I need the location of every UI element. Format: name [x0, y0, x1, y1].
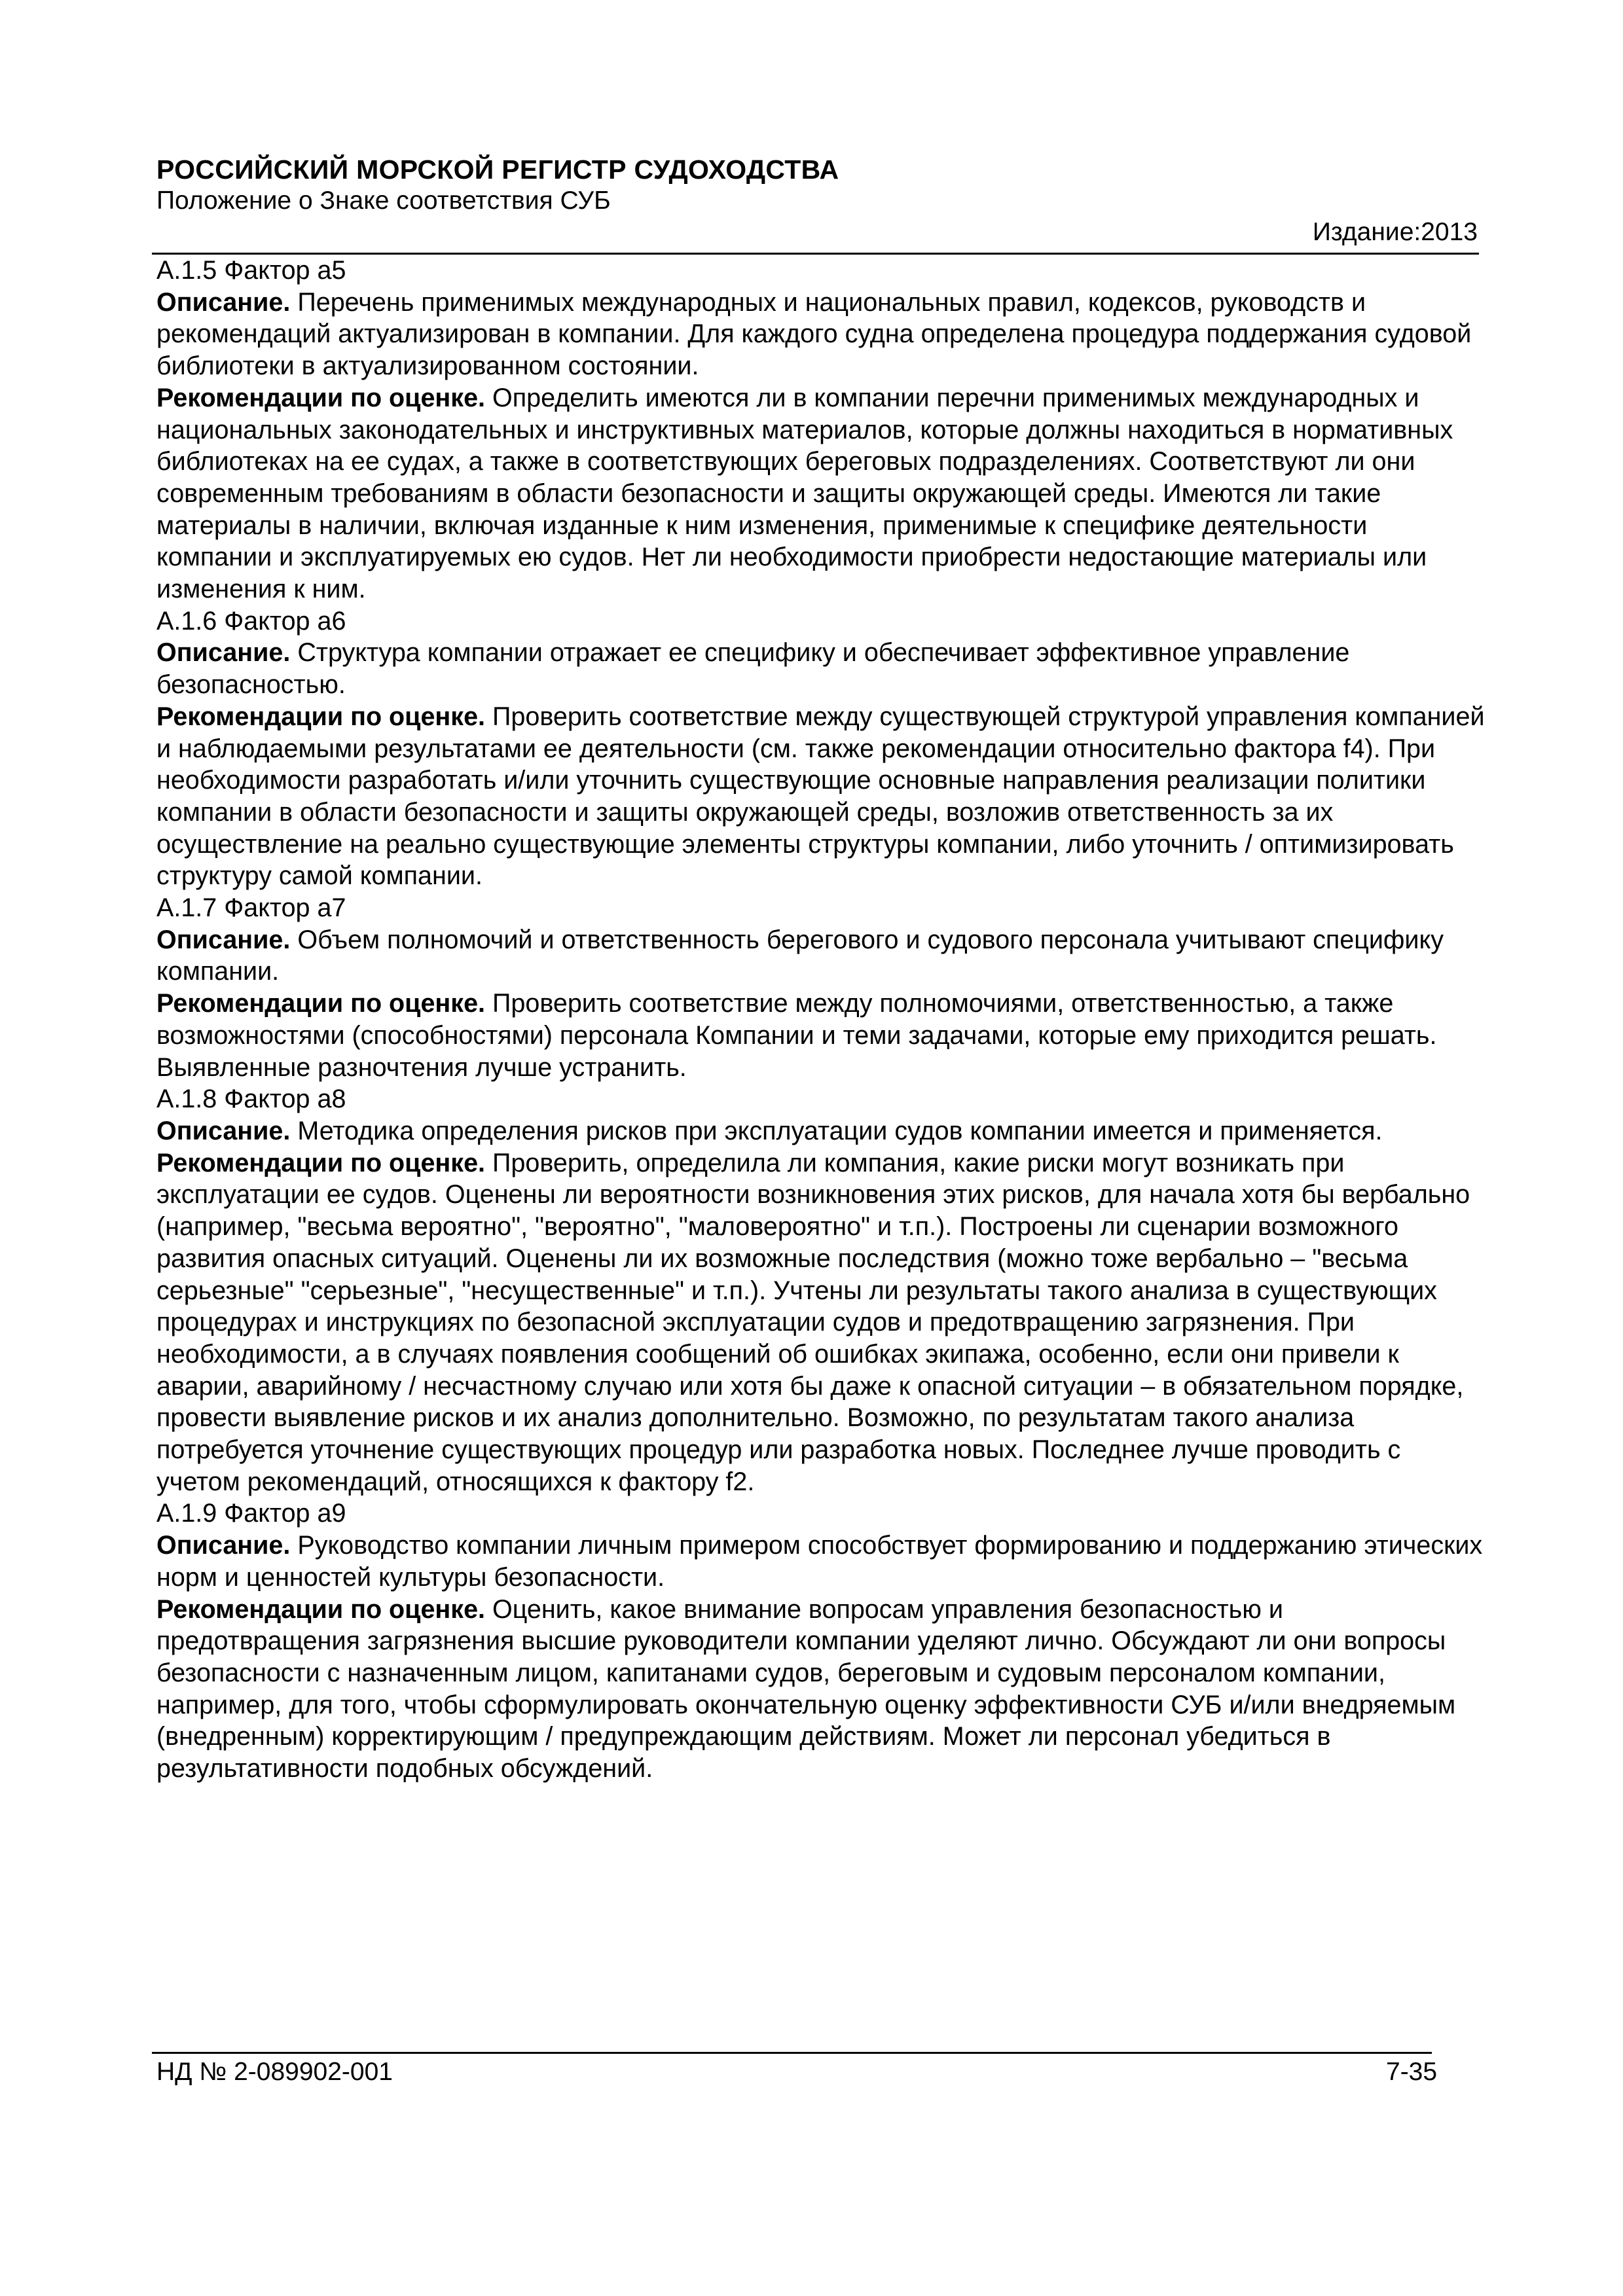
description-label: Описание. [156, 925, 291, 954]
description-label: Описание. [156, 638, 291, 668]
recommendation-label: Рекомендации по оценке. [156, 383, 486, 412]
section-description [156, 637, 1489, 700]
organization-title: РОССИЙСКИЙ МОРСКОЙ РЕГИСТР СУДОХОДСТВА [156, 154, 839, 185]
section-description [156, 1530, 1489, 1593]
description-text: Руководство компании личным примером способствует формированию и поддержанию этических норм и ценностей культуры безопасности. [156, 1531, 1483, 1592]
recommendation-text: Определить имеются ли в компании перечни применимых международных и национальных законодательных и инструктивных материалов, которые должны находиться в нормативных библиотеках на ее судах, а также в соответствующих береговых подразделениях. Соответствуют ли они современным требованиям в области безопасности и защиты окружающей среды. Имеются ли такие материалы в наличии, включая изданные к ним изменения, применимые к специфике деятельности компании и эксплуатируемых ею судов. Нет ли необходимости приобрести недостающие материалы или изменения к ним. [156, 383, 1453, 604]
description-text: Методика определения рисков при эксплуатации судов компании имеется и применяется. [297, 1116, 1383, 1145]
description-label: Описание. [156, 1531, 291, 1560]
recommendation-text: Проверить соответствие между существующей структурой управления компанией и наблюдаемыми результатами ее деятельности (см. также рекомендации относительно фактора f4). При необходимости разработать и/или уточнить существующие основные направления реализации политики компании в области безопасности и защиты окружающей среды, возложив ответственность за их осуществление на реально существующие элементы структуры компании, либо уточнить / оптимизировать структуру самой компании. [156, 702, 1485, 891]
description-text: Объем полномочий и ответственность берегового и судового персонала учитывают специфику компании. [156, 925, 1444, 986]
page-number: 7-35 [1386, 2058, 1438, 2086]
section-recommendation [156, 1147, 1489, 1498]
section-recommendation [156, 988, 1489, 1083]
recommendation-text: Оценить, какое внимание вопросам управления безопасностью и предотвращения загрязнения высшие руководители компании уделяют лично. Обсуждают ли они вопросы безопасности с назначенным лицом, капитанами судов, береговым и судовым персоналом компании, например, для того, чтобы сформулировать окончательную оценку эффективности СУБ и/или внедряемым (внедренным) корректирующим / предупреждающим действиям. Может ли персонал убедиться в результативности подобных обсуждений. [156, 1594, 1456, 1784]
section-recommendation [156, 382, 1489, 605]
recommendation-label: Рекомендации по оценке. [156, 989, 486, 1018]
recommendation-text: Проверить соответствие между полномочиями, ответственностью, а также возможностями (способностями) персонала Компании и теми задачами, которые ему приходится решать. Выявленные разночтения лучше устранить. [156, 989, 1437, 1082]
description-text: Структура компании отражает ее специфику и обеспечивает эффективное управление безопасностью. [156, 638, 1350, 700]
description-text: Перечень применимых международных и национальных правил, кодексов, руководств и рекомендаций актуализирован в компании. Для каждого судна определена процедура поддержания судовой библиотеки в актуализированном состоянии. [156, 287, 1472, 381]
section-description [156, 1115, 1489, 1147]
section-description [156, 924, 1489, 988]
section-recommendation [156, 701, 1489, 892]
recommendation-label: Рекомендации по оценке. [156, 1594, 486, 1624]
recommendation-text: Проверить, определила ли компания, какие риски могут возникать при эксплуатации ее судов. Оценены ли вероятности возникновения этих рисков, для начала хотя бы вербально (например, "весьма вероятно", "вероятно", "маловероятно" и т.п.). Построены ли сценарии возможного развития опасных ситуаций. Оценены ли их возможные последствия (можно тоже вербально – "весьма серьезные" "серьезные", "несущественные" и т.п.). Учтены ли результаты такого анализа в существующих процедурах и инструкциях по безопасной эксплуатации судов и предотвращению загрязнения. При необходимости, а в случаях появления сообщений об ошибках экипажа, особенно, если они привели к аварии, аварийному / несчастному случаю или хотя бы даже к опасной ситуации – в обязательном порядке, провести выявление рисков и их анализ дополнительно. Возможно, по результатам такого анализа потребуется уточнение существующих процедур или разработка новых. Последнее лучше проводить с учетом рекомендаций, относящихся к фактору f2. [156, 1148, 1470, 1496]
description-label: Описание. [156, 1116, 291, 1145]
document-subtitle: Положение о Знаке соответствия СУБ [156, 187, 611, 215]
recommendation-label: Рекомендации по оценке. [156, 1148, 486, 1177]
section-recommendation [156, 1594, 1489, 1785]
recommendation-label: Рекомендации по оценке. [156, 702, 486, 731]
section-title: А.1.6 Фактор а6 [156, 606, 346, 636]
edition-label: Издание:2013 [1312, 218, 1478, 246]
document-body [156, 255, 1489, 1785]
section-title: А.1.7 Фактор а7 [156, 893, 346, 923]
section-title: А.1.9 Фактор а9 [156, 1499, 346, 1528]
document-number: НД № 2-089902-001 [156, 2058, 393, 2086]
section-title: А.1.5 Фактор а5 [156, 256, 346, 285]
section-description [156, 287, 1489, 382]
footer-rule [152, 2052, 1432, 2054]
section-title: А.1.8 Фактор а8 [156, 1085, 346, 1114]
description-label: Описание. [156, 287, 291, 317]
